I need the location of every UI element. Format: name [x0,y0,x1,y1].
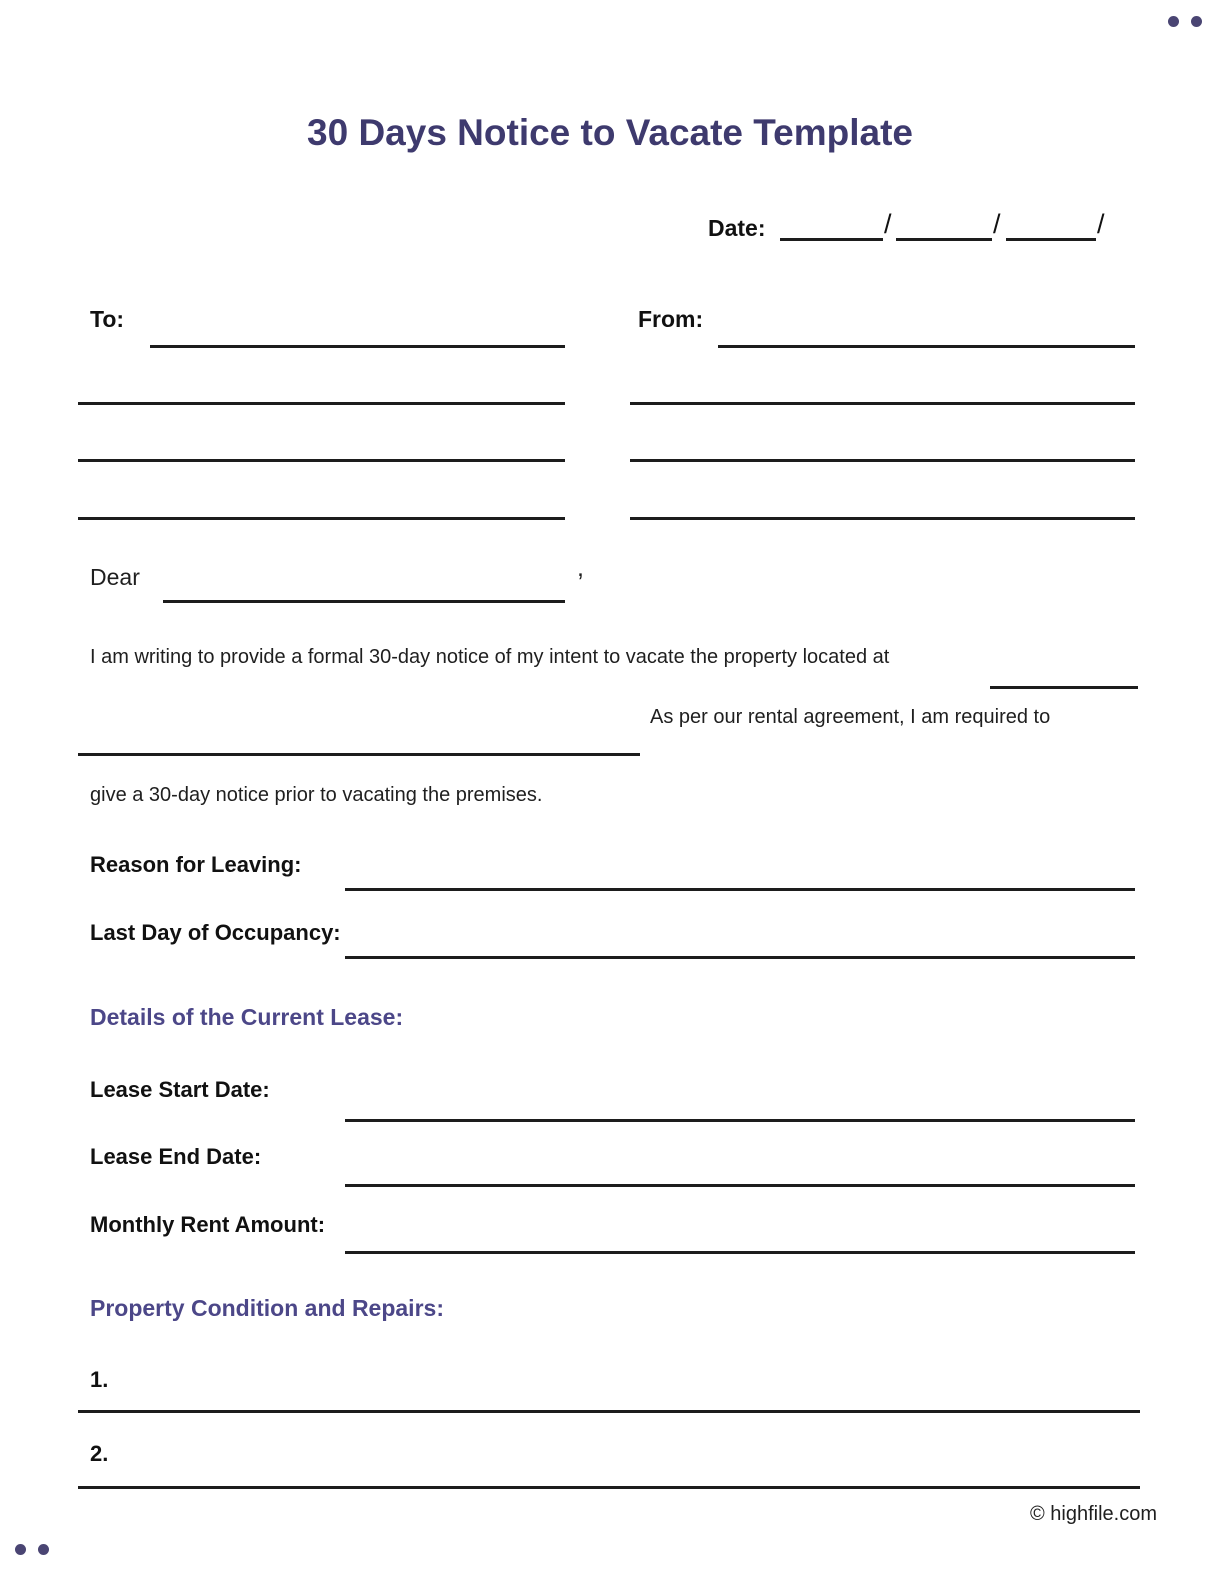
lease-start-date-label: Lease Start Date: [90,1077,270,1102]
property-address-blank [990,686,1138,689]
monthly-rent-amount-label: Monthly Rent Amount: [90,1212,326,1237]
from-blank-line [630,459,1135,462]
to-blank-line [78,517,565,520]
decorative-dot [15,1544,26,1555]
reason-for-leaving-label: Reason for Leaving: [90,852,302,877]
date-day-blank [780,238,883,241]
body-text-line-2: As per our rental agreement, I am required to [650,706,1051,728]
from-blank-line [718,345,1135,348]
to-blank-line [78,402,565,405]
from-label: From: [638,306,704,332]
date-separator: / [1097,209,1105,239]
date-separator: / [993,209,1001,239]
repair-item-1-number: 1. [90,1367,109,1392]
body-text-line-1: I am writing to provide a formal 30-day notice of my intent to vacate the property located at [90,646,890,668]
body-text-line-3: give a 30-day notice prior to vacating the premises. [90,784,543,806]
repair-item-1-blank [78,1410,1140,1413]
date-year-blank [1006,238,1096,241]
from-blank-line [630,517,1135,520]
to-label: To: [90,306,125,332]
lease-end-date-blank [345,1184,1135,1187]
date-month-blank [896,238,992,241]
decorative-dot [1168,16,1179,27]
page-title: 30 Days Notice to Vacate Template [307,112,913,153]
salutation-comma: , [577,554,584,582]
decorative-dot [38,1544,49,1555]
lease-section-heading: Details of the Current Lease: [90,1004,404,1030]
date-separator: / [884,209,892,239]
monthly-rent-amount-blank [345,1251,1135,1254]
date-label: Date: [708,215,766,241]
decorative-dot [1191,16,1202,27]
last-day-of-occupancy-label: Last Day of Occupancy: [90,920,341,945]
repair-item-2-blank [78,1486,1140,1489]
footer-credit: © highfile.com [1029,1503,1157,1525]
to-blank-line [150,345,565,348]
from-blank-line [630,402,1135,405]
to-blank-line [78,459,565,462]
salutation-name-blank [163,600,565,603]
lease-end-date-label: Lease End Date: [90,1144,262,1169]
repairs-section-heading: Property Condition and Repairs: [90,1295,444,1321]
reason-for-leaving-blank [345,888,1135,891]
salutation-prefix: Dear [90,564,140,590]
lease-start-date-blank [345,1119,1135,1122]
repair-item-2-number: 2. [90,1441,109,1466]
property-address-blank-continued [78,753,640,756]
last-day-of-occupancy-blank [345,956,1135,959]
